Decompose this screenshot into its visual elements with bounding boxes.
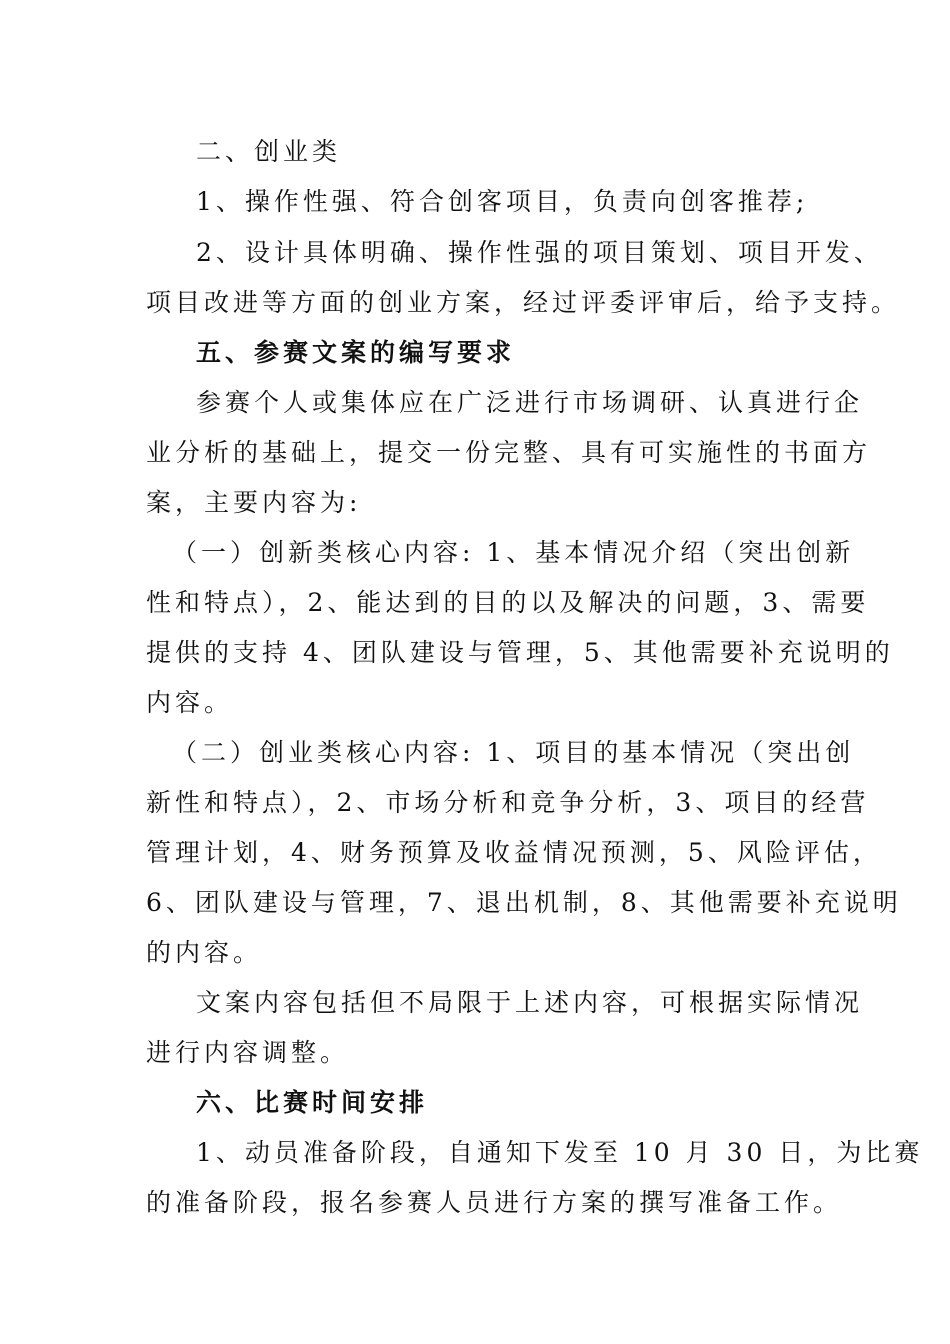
section-heading-schedule: 六、比赛时间安排 (196, 1088, 429, 1117)
paragraph-line: 案，主要内容为: (146, 488, 362, 517)
paragraph-line: 参赛个人或集体应在广泛进行市场调研、认真进行企 (196, 388, 864, 417)
section-heading-requirements: 五、参赛文案的编写要求 (196, 338, 516, 367)
paragraph-line: （一）创新类核心内容: 1、基本情况介绍（突出创新 (172, 538, 855, 567)
paragraph-line: 1、动员准备阶段，自通知下发至 10 月 30 日，为比赛 (196, 1138, 924, 1167)
paragraph-line: 提供的支持 4、团队建设与管理，5、其他需要补充说明的 (146, 638, 894, 667)
paragraph-line: 1、操作性强、符合创客项目，负责向创客推荐; (196, 187, 809, 216)
paragraph-line: 6、团队建设与管理，7、退出机制，8、其他需要补充说明 (146, 888, 902, 917)
paragraph-line: 内容。 (146, 688, 234, 717)
paragraph-line: 新性和特点），2、市场分析和竞争分析，3、项目的经营 (146, 788, 870, 817)
paragraph-line: （二）创业类核心内容: 1、项目的基本情况（突出创 (172, 738, 855, 767)
paragraph-line: 的内容。 (146, 938, 263, 967)
paragraph-line: 管理计划，4、财务预算及收益情况预测，5、风险评估， (146, 838, 882, 867)
paragraph-line: 2、设计具体明确、操作性强的项目策划、项目开发、 (196, 238, 883, 267)
paragraph-line: 进行内容调整。 (146, 1038, 350, 1067)
paragraph-line: 的准备阶段，报名参赛人员进行方案的撰写准备工作。 (146, 1188, 843, 1217)
paragraph-line: 文案内容包括但不局限于上述内容，可根据实际情况 (196, 988, 864, 1017)
paragraph-line: 性和特点），2、能达到的目的以及解决的问题，3、需要 (146, 588, 870, 617)
section-heading-entrepreneurship: 二、创业类 (196, 137, 342, 166)
paragraph-line: 项目改进等方面的创业方案，经过评委评审后，给予支持。 (146, 288, 901, 317)
paragraph-line: 业分析的基础上，提交一份完整、具有可实施性的书面方 (146, 438, 872, 467)
